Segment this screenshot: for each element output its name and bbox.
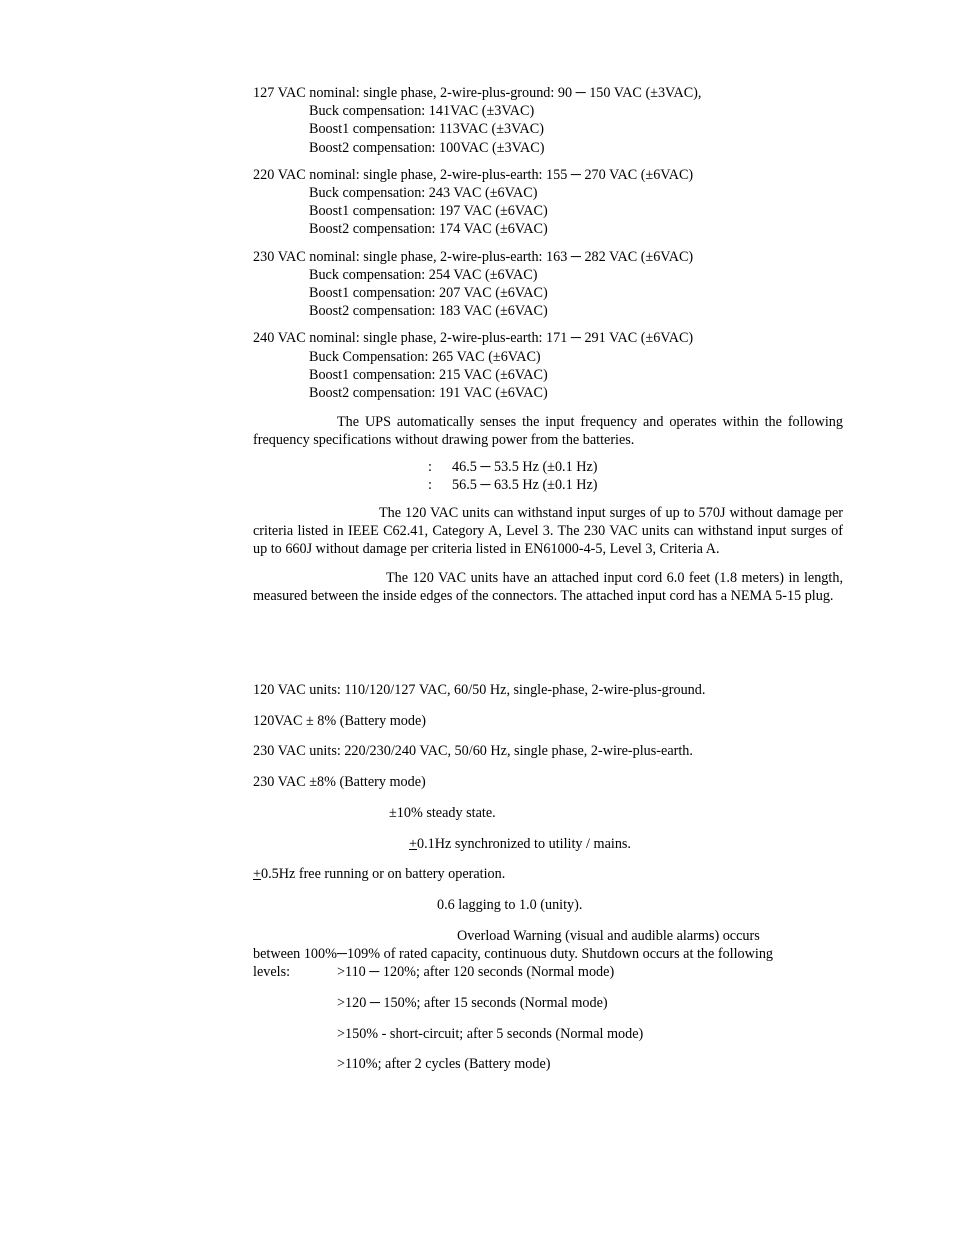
voltage-line: Boost2 compensation: 183 VAC (±6VAC) — [309, 303, 548, 320]
power-factor: 0.6 lagging to 1.0 (unity). — [437, 897, 583, 913]
output-section — [253, 681, 843, 1073]
voltage-line: Boost1 compensation: 197 VAC (±6VAC) — [309, 203, 548, 220]
overload-level: >120 ─ 150%; after 15 seconds (Normal mode) — [337, 994, 608, 1011]
voltage-line: Boost2 compensation: 174 VAC (±6VAC) — [309, 221, 548, 238]
frequency-range: : 56.5 ─ 63.5 Hz (±0.1 Hz) — [428, 476, 598, 493]
overload-level: >110%; after 2 cycles (Battery mode) — [337, 1056, 551, 1073]
voltage-line: Buck compensation: 254 VAC (±6VAC) — [309, 266, 538, 283]
output-230: 230 VAC units: 220/230/240 VAC, 50/60 Hz, single phase, 2-wire-plus-earth. — [253, 743, 693, 760]
voltage-line: Boost1 compensation: 207 VAC (±6VAC) — [309, 285, 548, 302]
voltage-heading: 230 VAC nominal: single phase, 2-wire-plus-earth: 163 ─ 282 VAC (±6VAC) — [253, 248, 694, 265]
voltage-heading: 127 VAC nominal: single phase, 2-wire-plus-ground: 90 ─ 150 VAC (±3VAC), — [253, 85, 702, 101]
voltage-line: Buck compensation: 243 VAC (±6VAC) — [309, 185, 538, 202]
voltage-group-240 — [253, 329, 843, 402]
surge-paragraph: The 120 VAC units can withstand input surges of up to 570J without damage per criteria listed in IEEE C62.41, Category A, Level 3. The 230 VAC units can withstand input surges of up to 660J without damage per criteria listed in EN61000-4-5, Level 3, Criteria A. — [253, 505, 843, 558]
output-230-battery: 230 VAC ±8% (Battery mode) — [253, 774, 426, 791]
voltage-line: Boost2 compensation: 191 VAC (±6VAC) — [309, 385, 548, 402]
output-120-battery: 120VAC ± 8% (Battery mode) — [253, 712, 427, 729]
cord-paragraph: The 120 VAC units have an attached input cord 6.0 feet (1.8 meters) in length, measured between the inside edges of the connectors. The attached input cord has a NEMA 5-15 plug. — [253, 569, 843, 604]
voltage-line: Boost1 compensation: 215 VAC (±6VAC) — [309, 366, 548, 383]
voltage-line: Boost2 compensation: 100VAC (±3VAC) — [309, 139, 545, 156]
overload-line-a: Overload Warning (visual and audible alarms) occurs — [457, 927, 760, 944]
document-page — [253, 84, 843, 1086]
regulation: ±10% steady state. — [389, 804, 496, 821]
voltage-line: Buck Compensation: 265 VAC (±6VAC) — [309, 348, 541, 365]
output-120: 120 VAC units: 110/120/127 VAC, 60/50 Hz, single-phase, 2-wire-plus-ground. — [253, 682, 706, 699]
voltage-line: Boost1 compensation: 113VAC (±3VAC) — [309, 121, 544, 138]
overload-level: levels: >110 ─ 120%; after 120 seconds (Normal mode) — [253, 964, 615, 981]
overload-line-b: between 100%─109% of rated capacity, continuous duty. Shutdown occurs at the following — [253, 945, 774, 962]
sync-frequency: +0.1Hz synchronized to utility / mains. — [409, 835, 631, 852]
free-running: +0.5Hz free running or on battery operation. — [253, 866, 506, 883]
voltage-line: Buck compensation: 141VAC (±3VAC) — [309, 103, 535, 120]
voltage-heading: 240 VAC nominal: single phase, 2-wire-plus-earth: 171 ─ 291 VAC (±6VAC) — [253, 330, 694, 347]
voltage-group-127 — [253, 84, 843, 157]
frequency-range: : 46.5 ─ 53.5 Hz (±0.1 Hz) — [428, 458, 598, 475]
overload-block — [253, 927, 843, 982]
voltage-group-230 — [253, 248, 843, 321]
voltage-heading: 220 VAC nominal: single phase, 2-wire-plus-earth: 155 ─ 270 VAC (±6VAC) — [253, 166, 694, 183]
overload-level: >150% - short-circuit; after 5 seconds (Normal mode) — [337, 1025, 644, 1042]
voltage-group-220 — [253, 166, 843, 239]
frequency-ranges — [253, 458, 843, 494]
frequency-paragraph: The UPS automatically senses the input frequency and operates within the following frequency specifications without drawing power from the batteries. — [253, 414, 843, 449]
